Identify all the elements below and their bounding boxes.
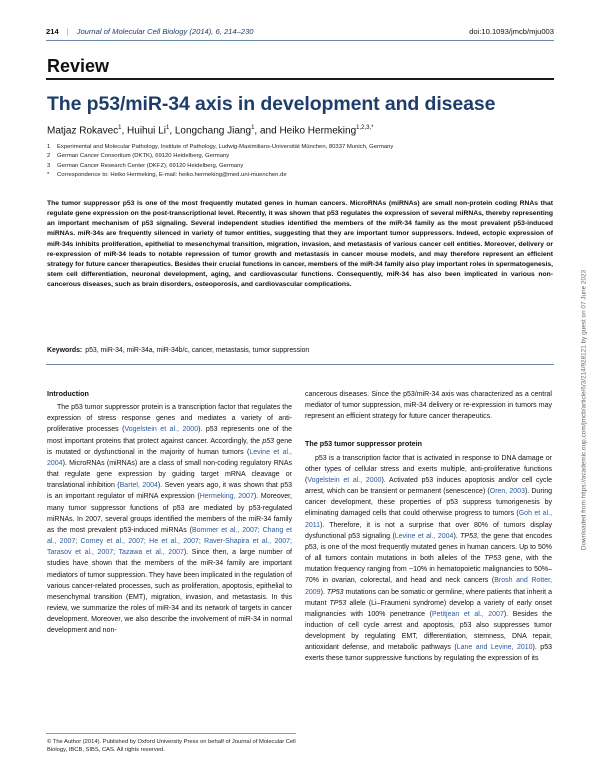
intro-continued: cancerous diseases. Since the p53/miR-34 axis was characterized as a central mediator of tumor suppression, miR-34 delivery or re-expression in tumors may represent an efficient strategy for future cancer therapeutics.	[305, 391, 552, 421]
author-list: Matjaz Rokavec$^1$, Huihui Li$^1$, Longchang Jiang$^1$, and Heiko Hermeking$^{1,2,3,*}$	[47, 125, 374, 137]
citation-link[interactable]: Petitjean et al., 2007	[432, 610, 504, 618]
section-rule	[46, 78, 554, 80]
citation-link[interactable]: Goh et al., 2011	[305, 510, 553, 529]
citation-link[interactable]: Levine et al., 2004	[47, 448, 292, 467]
section-heading-introduction: Introduction	[47, 389, 89, 398]
citation-link[interactable]: Levine et al., 2004	[394, 532, 454, 540]
doi[interactable]: doi:10.1093/jmcb/mju003	[469, 27, 554, 36]
author-name: Longchang Jiang	[174, 125, 252, 137]
footer-rule	[46, 733, 296, 734]
keywords-list: p53, miR-34, miR-34a, miR-34b/c, cancer, metastasis, tumor suppression	[85, 347, 310, 354]
author-name: Heiko Hermeking	[279, 125, 357, 137]
affiliation-item: 3 German Cancer Research Center (DKFZ), 69120 Heidelberg, Germany	[47, 162, 244, 169]
citation-link[interactable]: Lane and Levine, 2010	[456, 644, 533, 652]
affiliation-item: 2 German Cancer Consortium (DKTK), 69120 Heidelberg, Germany	[47, 153, 230, 160]
citation-link[interactable]: Bartel, 2004	[119, 482, 158, 490]
author-affil-sup: 1	[118, 125, 122, 131]
citation-link[interactable]: Bommer et al., 2007; Chang et al., 2007; Corney et al., 2007; He et al., 2007; Raver-Shapira et al., 2007; Tarasov et al., 2007; Tazawa et al., 2007	[47, 526, 292, 557]
journal-citation: Journal of Molecular Cell Biology (2014), 6, 214–230	[76, 27, 254, 36]
right-column	[305, 389, 552, 665]
abstract: The tumor suppressor p53 is one of the most frequently mutated genes in human cancers. MicroRNAs (miRNAs) are small non-protein coding RNAs that regulate gene expression on the post-transcriptional level. Recently, it was shown that p53 regulates the expression of several miRNAs, thereby representing an important mechanism of p53 signaling. Several independent studies identified the members of the miR-34 family as the most prevalent p53-induced miRNAs. miR-34s are frequently silenced in variety of tumor entities, suggesting that they are important tumor suppressors. Indeed, ectopic expression of miR-34s inhibits proliferation, epithelial to mesenchymal transition, migration, invasion, and metastasis of various cancer cell entities. Moreover, delivery or re-expression of miR-34 leads to notable repression of tumor growth and metastasis in cancer mouse models, and may therefore represent an efficient strategy for future cancer therapeutics. Besides their crucial functions in cancer, members of the miR-34 family also play important roles in spermatogenesis, stem cell differentiation, neuronal development, aging, and cardiovascular functions. Consequently, miR-34 has also been implicated in various non-cancerous diseases, such as brain disorders, osteoporosis, and cardiovascular complications.	[47, 200, 553, 289]
copyright-footer: © The Author (2014). Published by Oxford University Press on behalf of Journal of Molecular Cell Biology, IBCB, SIBS, CAS. All rights reserved.	[47, 739, 296, 753]
keywords	[47, 347, 309, 354]
header-rule	[46, 40, 554, 41]
correspondence: * Correspondence to: Heiko Hermeking, E-mail: heiko.hermeking@med.uni-muenchen.de	[47, 171, 287, 178]
keywords-rule	[46, 364, 554, 365]
section-tag: Review	[47, 56, 110, 76]
p53-paragraph: p53 is a transcription factor that is activated in response to DNA damage or other types of cellular stress and exerts multiple, anti-proliferative functions (Vogelstein et al., 2000). Activated p53 induces apoptosis and/or cell cycle arrest, which can be transient or permanent (senescence) (Oren, 2003). During cancer development, these properties of p53 suppress tumorigenesis by eliminating damaged cells that could otherwise progress to tumors (Goh et al., 2011). Therefore, it is not a surprise that over 80% of tumors display dysfunctional p53 signaling (Levine et al., 2004). TP53, the gene that encodes p53, is one of the most frequently mutated genes in human cancers. Up to 50% of all tumors contain mutations in both alleles of the TP53 gene, with the mutation frequency ranging from ~10% in hematopoietic malignancies to 50%–70% in ovarian, colorectal, and head and neck cancers (Brosh and Rotter, 2009). TP53 mutations can be somatic or germline, where patients that inherit a mutant TP53 allele (Li–Fraumeni syndrome) develop a variety of early onset malignancies with 100% penetrance (Petitjean et al., 2007). Besides the induction of cell cycle arrest and apoptosis, p53 also suppresses tumor development by regulating EMT, differentiation, stemness, DNA repair, antioxidant defense, and metabolic pathways (Lane and Levine, 2010). p53 exerts these tumor suppressive functions by regulating the expression of its	[305, 454, 553, 663]
author-affil-sup: 1	[251, 125, 255, 131]
intro-paragraph: The p53 tumor suppressor protein is a transcription factor that regulates the expression of stress response genes and mediates a variety of anti-proliferative processes (Vogelstein et al., 2000). p53 represents one of the most important proteins that protect against cancer. Accordingly, the p53 gene is mutated or dysfunctional in the majority of human tumors (Levine et al., 2004). MicroRNAs (miRNAs) are a class of small non-coding regulatory RNAs that regulate gene expression by guiding target mRNA cleavage or translational inhibition (Bartel, 2004). Seven years ago, it was shown that p53 is an important regulator of miRNA expression (Hermeking, 2007). Moreover, many tumor suppressor functions of p53 are mediated by p53-regulated miRNAs. In 2007, several groups identified the members of the miR-34 family as the most prevalent p53-induced miRNAs (Bommer et al., 2007; Chang et al., 2007; Corney et al., 2007; He et al., 2007; Raver-Shapira et al., 2007; Tarasov et al., 2007; Tazawa et al., 2007). Since then, a large number of studies have shown that the members of the miR-34 family are important mediators of tumor suppression. They have been implicated in the regulation of various cancer-related processes, such as proliferation, apoptosis, epithelial to mesenchymal transition (EMT), migration, invasion, and metastasis. In this review, we summarize the roles of miR-34 and its network of targets in cancer development. Moreover, we also describe the involvement of miR-34 in normal development and non-	[47, 404, 293, 635]
left-column	[47, 388, 292, 636]
citation-link[interactable]: Vogelstein et al., 2000	[124, 426, 199, 434]
author-name: Huihui Li	[127, 125, 166, 137]
article-title: The p53/miR-34 axis in development and disease	[47, 93, 496, 115]
author-affil-sup: 1	[165, 125, 170, 131]
affiliation-item: 1 Experimental and Molecular Pathology, Institute of Pathology, Ludwig-Maximilians-Universität München, 80337 Munich, Germany	[47, 144, 394, 150]
author-name: Matjaz Rokavec	[47, 125, 119, 137]
citation-link[interactable]: Vogelstein et al., 2000	[307, 476, 382, 484]
affiliations	[47, 143, 393, 180]
running-header: 214 | Journal of Molecular Cell Biology (2014), 6, 214–230 doi:10.1093/jmcb/mju003	[46, 27, 554, 36]
page-number: 214	[46, 27, 59, 36]
citation-link[interactable]: Hermeking, 2007	[199, 493, 254, 501]
download-side-note: Downloaded from https://academic.oup.com/jmcb/article/6/3/214/928121 by guest on 07 June 2023	[580, 269, 588, 551]
citation-link[interactable]: Brosh and Rotter, 2009	[305, 577, 553, 596]
author-affil-sup: 1,2,3,*	[356, 125, 374, 131]
keywords-label: Keywords:	[47, 347, 83, 354]
citation-link[interactable]: Oren, 2003	[489, 488, 525, 496]
section-heading-p53: The p53 tumor suppressor protein	[305, 439, 423, 449]
